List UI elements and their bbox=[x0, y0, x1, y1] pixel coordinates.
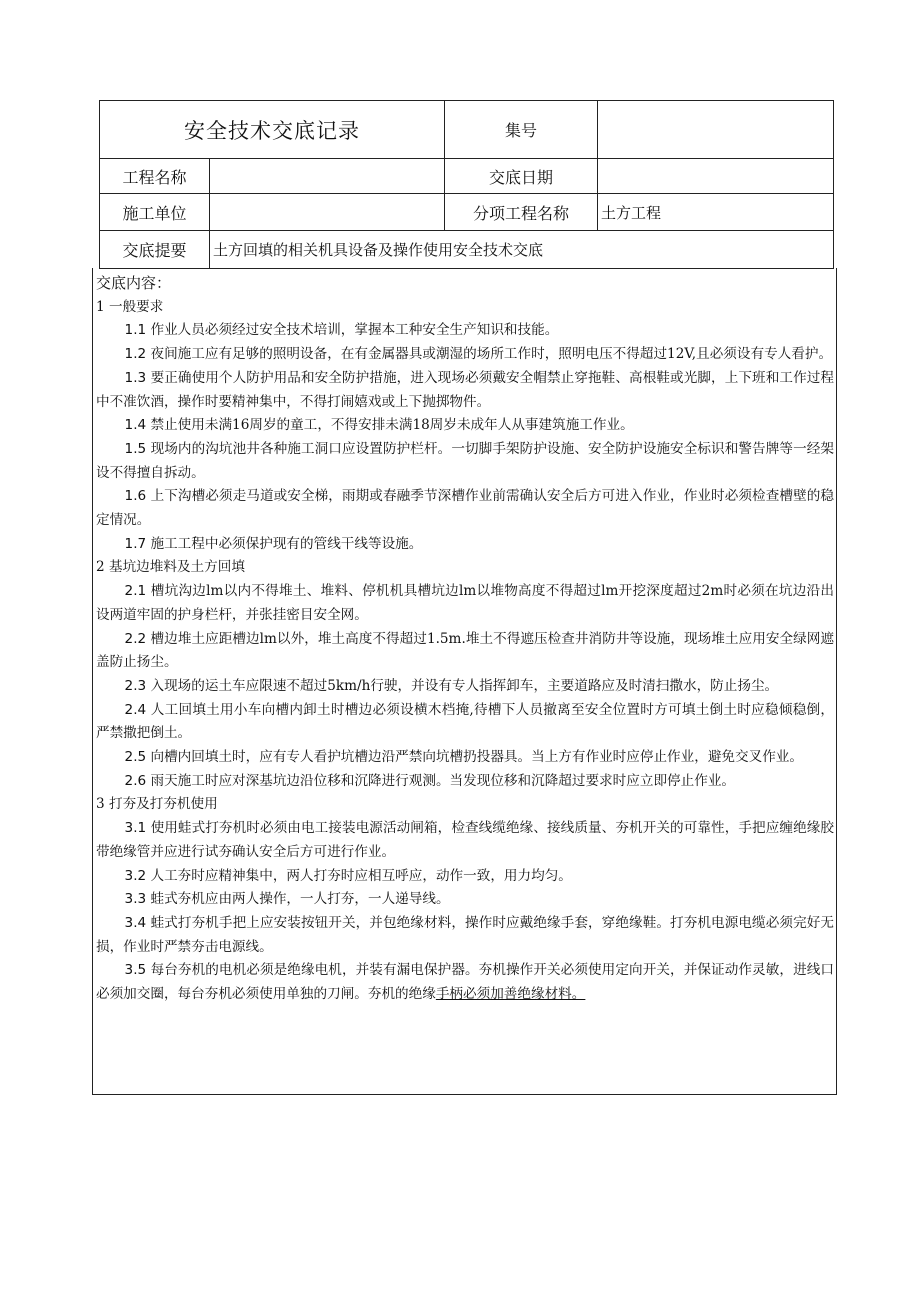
item-number: 1.1 bbox=[124, 322, 147, 339]
header-table bbox=[99, 100, 834, 269]
section-title: 1 一般要求 bbox=[96, 298, 164, 315]
list-item bbox=[96, 628, 834, 675]
sub-project-value[interactable]: 土方工程 bbox=[598, 194, 834, 231]
item-number: 3.1 bbox=[124, 820, 147, 837]
list-item bbox=[96, 438, 834, 485]
section-title: 3 打夯及打夯机使用 bbox=[96, 796, 218, 813]
summary-label: 交底提要 bbox=[100, 231, 210, 269]
item-number: 1.7 bbox=[124, 535, 147, 552]
item-number: 3.2 bbox=[124, 867, 147, 884]
item-text: 上下沟槽必须走马道或安全梯，雨期或春融季节深槽作业前需确认安全后方可进入作业，作业时必须检查槽壁的稳定情况。 bbox=[96, 488, 834, 529]
item-text: 要正确使用个人防护用品和安全防护措施，进入现场必须戴安全帽禁止穿拖鞋、高根鞋或光脚，上下班和工作过程中不准饮酒，操作时要精神集中，不得打闹嬉戏或上下抛掷物件。 bbox=[96, 369, 834, 410]
date-label: 交底日期 bbox=[445, 159, 598, 194]
item-number: 3.5 bbox=[124, 962, 147, 979]
content-box bbox=[92, 268, 837, 1095]
item-text: 每台夯机的电机必须是绝缘电机，并装有漏电保护器。夯机操作开关必须使用定向开关，并保证动作灵敏，进线口必须加交圈，每台夯机必须使用单独的刀闸。夯机的绝缘 bbox=[96, 962, 834, 1003]
list-item bbox=[96, 414, 834, 438]
project-name-value[interactable] bbox=[210, 159, 445, 194]
list-item bbox=[96, 343, 834, 367]
unit-value[interactable] bbox=[210, 194, 445, 231]
item-text: 雨天施工时应对深基坑边沿位移和沉降进行观测。当发现位移和沉降超过要求时应立即停止作业。 bbox=[150, 772, 736, 789]
list-item bbox=[96, 817, 834, 864]
list-item bbox=[96, 865, 834, 889]
set-number-label: 集号 bbox=[445, 101, 598, 159]
item-number: 1.4 bbox=[124, 417, 147, 434]
list-item bbox=[96, 888, 834, 912]
list-item bbox=[96, 912, 834, 959]
item-number: 3.4 bbox=[124, 914, 147, 931]
item-number: 1.3 bbox=[124, 369, 147, 386]
unit-label: 施工单位 bbox=[100, 194, 210, 231]
list-item bbox=[96, 580, 834, 627]
list-item bbox=[96, 533, 834, 557]
item-text: 蛙式夯机应由两人操作，一人打夯，一人递导线。 bbox=[150, 891, 450, 908]
item-text: 施工工程中必须保护现有的管线干线等设施。 bbox=[150, 535, 423, 552]
section-title: 2 基坑边堆料及土方回填 bbox=[96, 559, 245, 576]
item-text: 作业人员必须经过安全技术培训，掌握本工种安全生产知识和技能。 bbox=[150, 322, 559, 339]
date-value[interactable] bbox=[598, 159, 834, 194]
item-number: 3.3 bbox=[124, 891, 147, 908]
item-number: 2.1 bbox=[124, 583, 147, 600]
item-text: 入现场的运土车应限速不超过5km/h行驶，并设有专人指挥卸车，主要道路应及时清扫撒水，防止扬尘。 bbox=[150, 677, 779, 694]
list-item bbox=[96, 699, 834, 746]
item-text: 蛙式打夯机手把上应安装按钮开关，并包绝缘材料，操作时应戴绝缘手套，穿绝缘鞋。打夯机电源电缆必须完好无损，作业时严禁夯击电源线。 bbox=[96, 914, 834, 955]
list-item bbox=[96, 959, 834, 1006]
item-number: 2.6 bbox=[124, 772, 147, 789]
content-heading: 交底内容： bbox=[96, 274, 172, 292]
item-number: 2.3 bbox=[124, 677, 147, 694]
item-text: 槽坑沟边lm以内不得堆土、堆料、停机机具槽坑边lm以堆物高度不得超过lm开挖深度超过2m时必须在坑边沿出设两道牢固的护身栏杆，并张挂密目安全网。 bbox=[96, 583, 834, 623]
item-number: 2.5 bbox=[124, 749, 147, 766]
document-title: 安全技术交底记录 bbox=[100, 101, 445, 159]
list-item bbox=[96, 746, 834, 770]
item-number: 1.5 bbox=[124, 440, 147, 457]
list-item bbox=[96, 367, 834, 414]
item-text: 人工夯时应精神集中，两人打夯时应相互呼应，动作一致，用力均匀。 bbox=[150, 867, 572, 884]
project-name-label: 工程名称 bbox=[100, 159, 210, 194]
item-text: 禁止使用未满16周岁的童工，不得安排未满18周岁未成年人从事建筑施工作业。 bbox=[150, 417, 634, 434]
summary-value[interactable]: 土方回填的相关机具设备及操作使用安全技术交底 bbox=[210, 231, 834, 269]
list-item bbox=[96, 675, 834, 699]
item-text: 使用蛙式打夯机时必须由电工接装电源活动闸箱，检查线缆绝缘、接线质量、夯机开关的可靠性，手把应缠绝缘胶带绝缘管并应进行试夯确认安全后方可进行作业。 bbox=[96, 820, 834, 860]
item-number: 2.2 bbox=[124, 630, 147, 647]
item-text: 向槽内回填土时，应有专人看护坑槽边沿严禁向坑槽扔投器具。当上方有作业时应停止作业，避免交叉作业。 bbox=[150, 749, 803, 766]
item-text: 槽边堆土应距槽边lm以外，堆土高度不得超过1.5m.堆土不得遮压检查井消防井等设施，现场堆土应用安全绿网遮盖防止扬尘。 bbox=[96, 630, 834, 671]
item-number: 1.2 bbox=[124, 346, 147, 363]
list-item bbox=[96, 485, 834, 532]
list-item bbox=[96, 319, 834, 343]
item-number: 2.4 bbox=[124, 701, 147, 718]
item-number: 1.6 bbox=[124, 488, 147, 505]
set-number-value[interactable] bbox=[598, 101, 834, 159]
sub-project-label: 分项工程名称 bbox=[445, 194, 598, 231]
list-item bbox=[96, 770, 834, 794]
item-text: 现场内的沟坑池井各种施工洞口应设置防护栏杆。一切脚手架防护设施、安全防护设施安全标识和警告牌等一经架设不得擅自拆动。 bbox=[96, 440, 834, 481]
item-text: 人工回填土用小车向槽内卸土时槽边必须设横木档掩,待槽下人员撤离至安全位置时方可填土倒土时应稳倾稳倒，严禁撒把倒土。 bbox=[96, 701, 834, 742]
item-text: 夜间施工应有足够的照明设备，在有金属器具或潮湿的场所工作时，照明电压不得超过12V,且必须设有专人看护。 bbox=[150, 346, 833, 363]
item-underlined-text: 手柄必须加善绝缘材料。 bbox=[435, 986, 586, 1003]
